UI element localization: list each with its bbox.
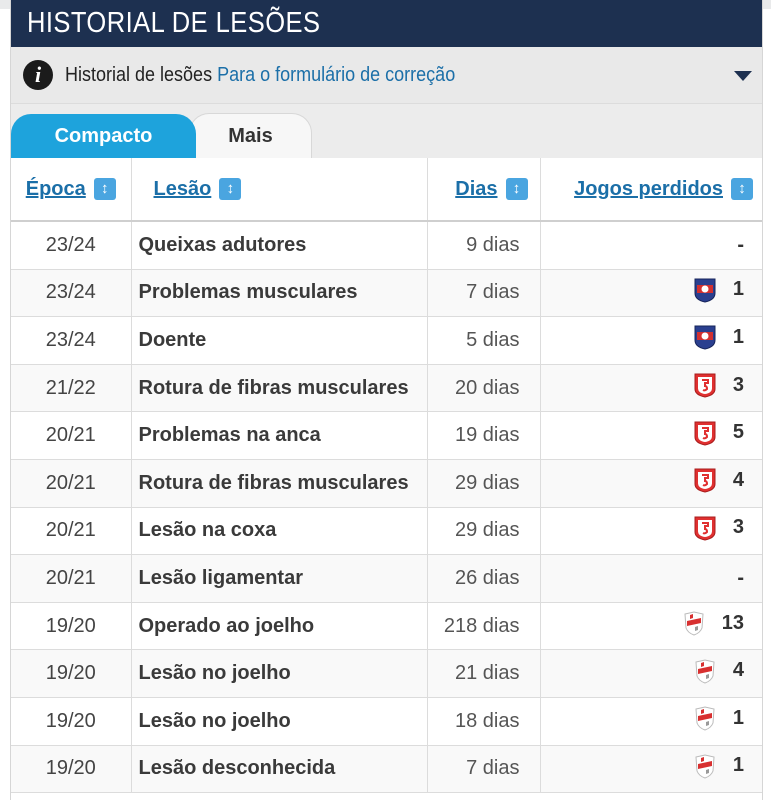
- games-missed-cell: [540, 221, 762, 269]
- injury-history-panel: [10, 0, 763, 800]
- panel-title: HISTORIAL DE LESÕES: [27, 7, 321, 39]
- games-missed-value: 4: [732, 659, 744, 682]
- season-cell: 20/21: [11, 459, 131, 507]
- column-header-days[interactable]: [427, 158, 540, 221]
- games-missed-content: [693, 372, 744, 398]
- table-row: [11, 221, 762, 269]
- games-missed-value: 1: [732, 325, 744, 348]
- season-cell: 19/20: [11, 745, 131, 793]
- table-row: [11, 697, 762, 745]
- table-row: [11, 459, 762, 507]
- sort-icon[interactable]: ↕: [731, 178, 753, 200]
- games-missed-cell: [540, 602, 762, 650]
- injury-cell: Lesão ligamentar: [131, 555, 427, 603]
- games-missed-cell: [540, 317, 762, 365]
- season-cell: 23/24: [11, 221, 131, 269]
- games-missed-cell: [540, 555, 762, 603]
- sort-icon[interactable]: ↕: [219, 178, 241, 200]
- injury-header-label[interactable]: Lesão: [153, 177, 212, 200]
- days-cell: 21 dias: [427, 650, 540, 698]
- injury-cell: Queixas adutores: [131, 221, 427, 269]
- days-cell: 18 dias: [427, 697, 540, 745]
- games-missed-cell: [540, 459, 762, 507]
- season-cell: 19/20: [11, 650, 131, 698]
- days-cell: 218 dias: [427, 602, 540, 650]
- club-crest-red-icon[interactable]: [693, 467, 717, 493]
- column-header-games-missed[interactable]: [540, 158, 762, 221]
- injury-cell: Lesão no joelho: [131, 697, 427, 745]
- season-cell: 19/20: [11, 697, 131, 745]
- season-cell: 20/21: [11, 412, 131, 460]
- view-tabs: [11, 104, 762, 158]
- games-missed-content: [693, 420, 744, 446]
- sort-icon[interactable]: ↕: [506, 178, 528, 200]
- games-missed-value: 3: [732, 516, 744, 539]
- season-cell: 21/22: [11, 364, 131, 412]
- days-cell: 29 dias: [427, 507, 540, 555]
- games-missed-content: [737, 234, 744, 257]
- games-missed-cell: [540, 650, 762, 698]
- correction-form-link[interactable]: Para o formulário de correção: [217, 63, 456, 86]
- table-row: [11, 364, 762, 412]
- club-crest-red-icon[interactable]: [693, 372, 717, 398]
- info-icon: i: [23, 60, 53, 90]
- days-header-label[interactable]: Dias: [455, 177, 498, 200]
- sort-icon[interactable]: ↕: [94, 178, 116, 200]
- table-row: [11, 317, 762, 365]
- table-row: [11, 507, 762, 555]
- table-row: [11, 412, 762, 460]
- info-text: [65, 64, 455, 87]
- injury-cell: Problemas na anca: [131, 412, 427, 460]
- injury-cell: Lesão no joelho: [131, 650, 427, 698]
- club-crest-blue-icon[interactable]: [693, 277, 717, 303]
- games-missed-cell: [540, 412, 762, 460]
- days-cell: 5 dias: [427, 317, 540, 365]
- games-missed-cell: [540, 269, 762, 317]
- info-label: Historial de lesões: [65, 63, 213, 86]
- club-crest-white-icon[interactable]: [693, 658, 717, 684]
- games-missed-value: 3: [732, 373, 744, 396]
- club-crest-white-icon[interactable]: [682, 610, 706, 636]
- tab-compacto[interactable]: Compacto: [11, 114, 196, 158]
- days-cell: 19 dias: [427, 412, 540, 460]
- games-missed-content: [737, 567, 744, 590]
- injury-cell: Problemas musculares: [131, 269, 427, 317]
- games-missed-value: 4: [732, 468, 744, 491]
- days-cell: 20 dias: [427, 364, 540, 412]
- chevron-down-icon[interactable]: [734, 71, 752, 81]
- injury-cell: Lesão na coxa: [131, 507, 427, 555]
- season-cell: 20/21: [11, 507, 131, 555]
- games-missed-content: [693, 277, 744, 303]
- column-header-season[interactable]: [11, 158, 131, 221]
- games-missed-content: [693, 515, 744, 541]
- season-header-label[interactable]: Época: [25, 177, 86, 200]
- days-cell: 29 dias: [427, 459, 540, 507]
- club-crest-white-icon[interactable]: [693, 753, 717, 779]
- games-missed-value: -: [737, 566, 744, 589]
- column-header-injury[interactable]: [131, 158, 427, 221]
- table-row: [11, 602, 762, 650]
- table-row: [11, 745, 762, 793]
- table-row: [11, 650, 762, 698]
- injury-cell: Rotura de fibras musculares: [131, 364, 427, 412]
- games-missed-value: 1: [732, 278, 744, 301]
- injury-cell: Lesão desconhecida: [131, 745, 427, 793]
- injury-table-body: [11, 221, 762, 793]
- club-crest-red-icon[interactable]: [693, 420, 717, 446]
- games-missed-cell: [540, 364, 762, 412]
- games-missed-cell: [540, 507, 762, 555]
- season-cell: 23/24: [11, 269, 131, 317]
- games-missed-content: [682, 610, 744, 636]
- info-bar[interactable]: [11, 47, 762, 104]
- games-missed-content: [693, 467, 744, 493]
- games-missed-cell: [540, 745, 762, 793]
- games-missed-content: [693, 658, 744, 684]
- days-cell: 26 dias: [427, 555, 540, 603]
- season-cell: 23/24: [11, 317, 131, 365]
- table-row: [11, 269, 762, 317]
- games-missed-content: [693, 324, 744, 350]
- injury-cell: Operado ao joelho: [131, 602, 427, 650]
- injury-cell: Doente: [131, 317, 427, 365]
- games-missed-cell: [540, 697, 762, 745]
- days-cell: 9 dias: [427, 221, 540, 269]
- games-missed-value: 1: [732, 706, 744, 729]
- season-cell: 20/21: [11, 555, 131, 603]
- table-header-row: [11, 158, 762, 221]
- club-crest-white-icon[interactable]: [693, 705, 717, 731]
- club-crest-red-icon[interactable]: [693, 515, 717, 541]
- games-missed-value: 1: [732, 754, 744, 777]
- games-header-label[interactable]: Jogos perdidos: [574, 177, 723, 200]
- club-crest-blue-icon[interactable]: [693, 324, 717, 350]
- tab-mais[interactable]: Mais: [189, 113, 312, 158]
- games-missed-content: [693, 753, 744, 779]
- games-missed-value: 13: [721, 611, 744, 634]
- games-missed-content: [693, 705, 744, 731]
- season-cell: 19/20: [11, 602, 131, 650]
- table-row: [11, 555, 762, 603]
- games-missed-value: 5: [732, 421, 744, 444]
- days-cell: 7 dias: [427, 269, 540, 317]
- injury-cell: Rotura de fibras musculares: [131, 459, 427, 507]
- panel-header: [11, 0, 762, 47]
- injury-table: [11, 158, 762, 793]
- games-missed-value: -: [737, 233, 744, 256]
- days-cell: 7 dias: [427, 745, 540, 793]
